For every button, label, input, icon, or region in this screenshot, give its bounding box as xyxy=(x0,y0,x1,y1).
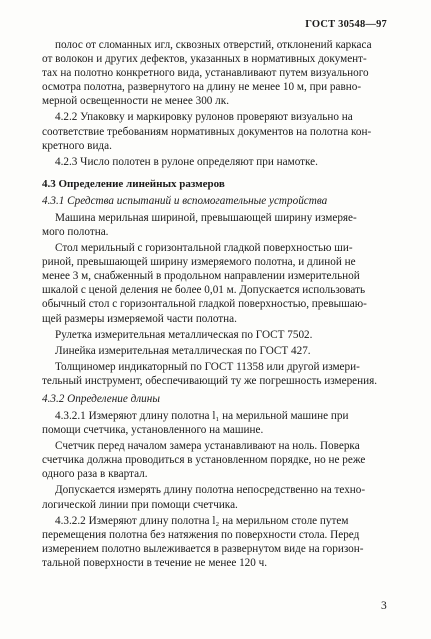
paragraph xyxy=(42,38,387,108)
page-number: 3 xyxy=(381,600,387,612)
text-line: перемещения полотна без натяжения по поверхности стола. Перед xyxy=(42,528,360,541)
text-line: мого полотна. xyxy=(42,225,109,238)
text-line: Счетчик перед началом замера устанавливают на ноль. Поверка xyxy=(55,440,360,453)
document-body xyxy=(42,38,387,572)
text-line: тах на полотно конкретного вида, устанавливают путем визуального xyxy=(42,67,369,80)
text-line: от волокон и других дефектов, указанных в нормативных документ- xyxy=(42,53,367,66)
paragraph xyxy=(42,155,387,169)
text-line: соответствие требованиям нормативных документов на полотна кон- xyxy=(42,125,372,138)
text-line: осмотра полотна, развернутого на длину не менее 10 м, при равно- xyxy=(42,81,362,94)
text-line: Рулетка измерительная металлическая по ГОСТ 7502. xyxy=(55,328,313,341)
text-line: Толщиномер индикаторный по ГОСТ 11358 или другой измери- xyxy=(55,360,360,373)
paragraph xyxy=(42,241,387,326)
paragraph xyxy=(42,328,387,342)
document-header: ГОСТ 30548—97 xyxy=(305,19,387,30)
paragraph xyxy=(42,514,387,570)
text-line: одного раза в квартал. xyxy=(42,468,148,481)
paragraph xyxy=(42,360,387,388)
text-line: 4.2.2 Упаковку и маркировку рулонов проверяют визуально на xyxy=(55,111,353,124)
text-line: Допускается измерять длину полотна непосредственно на техно- xyxy=(55,484,366,497)
section-heading: 4.3 Определение линейных размеров xyxy=(42,177,225,190)
paragraph xyxy=(42,439,387,481)
text-line: 4.3.2.1 Измеряют длину полотна l₁ на мерильной машине при xyxy=(55,409,349,422)
text-line: менее 3 м, снабженный в продольном направлении измерительной xyxy=(42,270,360,283)
text-line: Линейка измерительная металлическая по ГОСТ 427. xyxy=(55,344,311,357)
text-line: обычный стол с горизонтальной гладкой поверхностью, превышаю- xyxy=(42,298,367,311)
subsection-heading: 4.3.2 Определение длины xyxy=(42,392,160,405)
text-line: щей размеры измеряемой части полотна. xyxy=(42,312,237,325)
paragraph xyxy=(42,483,387,511)
text-line: измерением полотно вылеживается в развернутом виде на горизон- xyxy=(42,542,364,555)
paragraph xyxy=(42,344,387,358)
text-line: счетчика должна проводиться в установленном порядке, но не реже xyxy=(42,454,366,467)
text-line: шкалой с ценой деления не более 0,01 м. Допускается использовать xyxy=(42,284,366,297)
text-line: Машина мерильная шириной, превышающей ширину измеряе- xyxy=(55,211,357,224)
text-line: риной, превышающей ширину измеряемого полотна, и длиной не xyxy=(42,256,356,269)
text-line: тельный инструмент, обеспечивающий ту же погрешность измерения. xyxy=(42,374,378,387)
paragraph xyxy=(42,110,387,152)
text-line: тальной поверхности в течение не менее 120 ч. xyxy=(42,556,268,569)
text-line: логической линии при помощи счетчика. xyxy=(42,498,238,511)
subsection-heading: 4.3.1 Средства испытаний и вспомогательные устройства xyxy=(42,194,328,207)
text-line: 4.3.2.2 Измеряют длину полотна l₂ на мерильном столе путем xyxy=(55,514,349,527)
text-line: полос от сломанных игл, сквозных отверстий, отклонений каркаса xyxy=(55,39,372,51)
paragraph xyxy=(42,211,387,239)
text-line: 4.2.3 Число полотен в рулоне определяют при намотке. xyxy=(55,155,318,168)
text-line: Стол мерильный с горизонтальной гладкой поверхностью ши- xyxy=(55,242,353,255)
text-line: мерной освещенности не менее 300 лк. xyxy=(42,95,229,108)
text-line: кретного вида. xyxy=(42,139,112,152)
paragraph xyxy=(42,409,387,437)
text-line: помощи счетчика, установленного на машине. xyxy=(42,424,264,437)
